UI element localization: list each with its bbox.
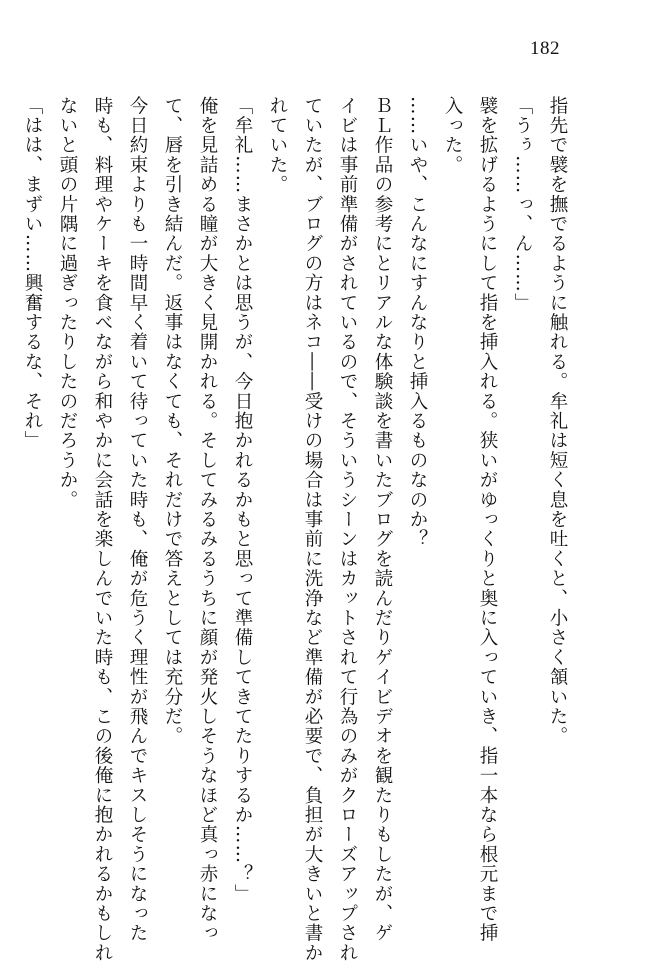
text-line: 俺を見詰める瞳が大きく見開かれる。そしてみるみるうちに顔が発火しそうなほど真っ赤になっ	[197, 96, 218, 944]
text-line: 襞を拡げるようにして指を挿入れる。狭いがゆっくりと奥に入っていき、指一本なら根元まで挿	[477, 96, 498, 944]
text-line: ……いや、こんなにすんなりと挿入るものなのか？	[407, 96, 428, 550]
text-line: 時も、料理やケーキを食べながら和やかに会話を楽しんでいた時も、この後俺に抱かれるかもしれ	[92, 96, 113, 963]
text-line: イビは事前準備がされているので、そういうシーンはカットされて行為のみがクローズアップされ	[337, 96, 358, 963]
text-line: て、唇を引き結んだ。返事はなくても、それだけで答えとしては充分だ。	[162, 96, 183, 747]
text-line: 入った。	[442, 96, 463, 175]
text-line: 「うぅ……っ、ん……」	[512, 96, 533, 313]
text-line: ＢＬ作品の参考にとリアルな体験談を書いたブログを読んだりゲイビデオを観たりもしたが、ゲ	[372, 96, 393, 944]
body-text	[15, 96, 575, 963]
text-line: ていたが、ブログの方はネコ――受けの場合は事前に洗浄など準備が必要で、負担が大きいと書か	[302, 96, 323, 963]
text-line: 指先で襞を撫でるように触れる。牟礼は短く息を吐くと、小さく頷いた。	[547, 96, 568, 747]
text-line: れていた。	[267, 96, 288, 195]
text-line: 今日約束よりも一時間早く着いて待っていた時も、俺が危うく理性が飛んでキスしそうになった	[127, 96, 148, 944]
text-line: ないと頭の片隅に過ぎったりしたのだろうか。	[57, 96, 78, 510]
page-number: 182	[530, 38, 560, 59]
text-line: 「牟礼……まさかとは思うが、今日抱かれるかもと思って準備してきてたりするか……？」	[232, 96, 253, 904]
text-line: 「はは、まずい……興奮するな、それ」	[22, 96, 43, 451]
